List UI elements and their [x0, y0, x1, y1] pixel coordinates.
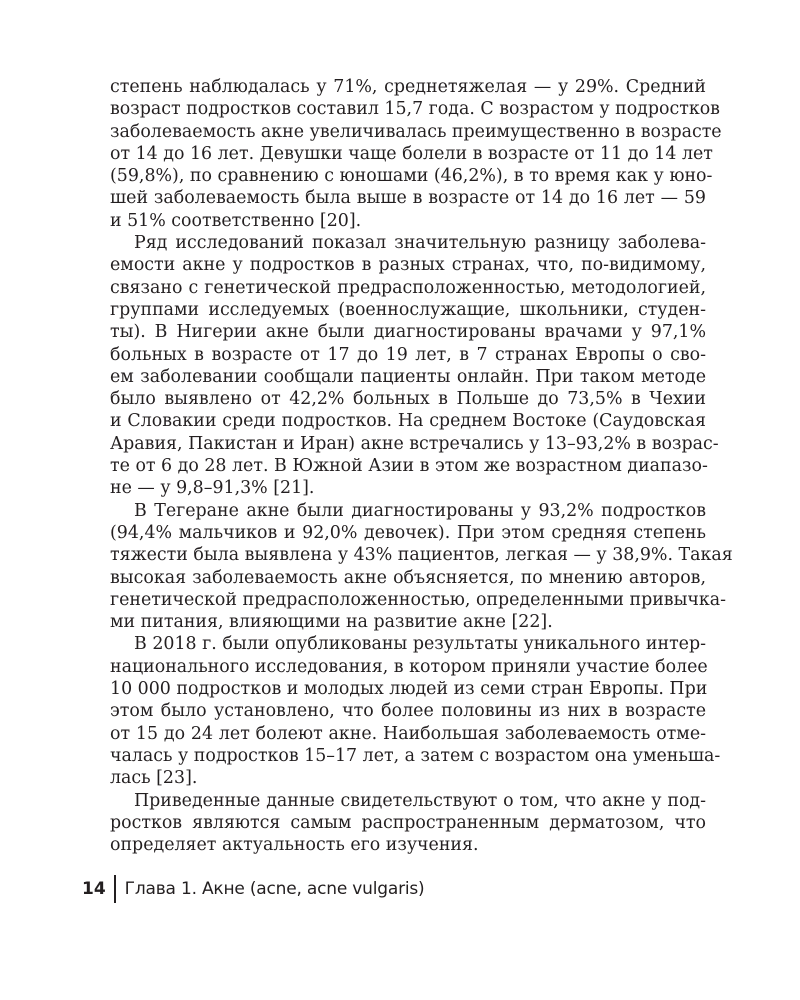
text-line: шей заболеваемость была выше в возрасте от 14 до 16 лет — 59	[110, 188, 706, 209]
text-line: те от 6 до 28 лет. В Южной Азии в этом же возрастном диапазо-	[110, 456, 708, 477]
text-line: этом было установлено, что более половины из них в возрасте	[110, 701, 706, 722]
page-number: 14	[82, 879, 106, 899]
text-line: (94,4% мальчиков и 92,0% девочек). При этом средняя степень	[110, 522, 706, 543]
text-line: емости акне у подростков в разных странах, что, по-видимому,	[110, 255, 706, 276]
text-line: возраст подростков составил 15,7 года. С возрастом у подростков	[110, 99, 720, 120]
text-line: тяжести была выявлена у 43% пациентов, легкая — у 38,9%. Такая	[110, 545, 733, 566]
text-line: чалась у подростков 15–17 лет, а затем с возрастом она уменьша-	[110, 745, 721, 766]
text-line: Ряд исследований показал значительную разницу заболева-	[134, 233, 706, 254]
text-line: ты). В Нигерии акне были диагностированы врачами у 97,1%	[110, 322, 706, 343]
text-line: группами исследуемых (военнослужащие, школьники, студен-	[110, 299, 706, 320]
text-line: степень наблюдалась у 71%, среднетяжелая — у 29%. Средний	[110, 77, 706, 97]
text-line: В Тегеране акне были диагностированы у 93,2% подростков	[134, 500, 706, 521]
paragraph	[110, 790, 706, 857]
paragraph	[110, 232, 719, 500]
paragraph	[110, 500, 733, 634]
text-line: было выявлено от 42,2% больных в Польше до 73,5% в Чехии	[110, 389, 706, 410]
body-text	[110, 76, 733, 856]
paragraph	[110, 633, 721, 789]
text-line: от 15 до 24 лет болеют акне. Наибольшая заболеваемость отме-	[110, 723, 706, 744]
text-line: ростков являются самым распространенным дерматозом, что	[110, 812, 706, 833]
text-line: высокая заболеваемость акне объясняется, по мнению авторов,	[110, 567, 706, 588]
text-line: заболеваемость акне увеличивалась преимущественно в возрасте	[110, 121, 722, 142]
text-line: и Словакии среди подростков. На среднем Востоке (Саудовская	[110, 411, 706, 432]
text-line: ем заболевании сообщали пациенты онлайн. При таком методе	[110, 366, 706, 387]
text-line: генетической предрасположенностью, определенными привычка-	[110, 589, 727, 610]
footer-divider	[114, 875, 116, 903]
text-line: определяет актуальность его изучения.	[110, 835, 479, 856]
text-line: больных в возрасте от 17 до 19 лет, в 7 странах Европы о сво-	[110, 344, 706, 365]
text-line: лась [23].	[110, 768, 198, 789]
text-line: Приведенные данные свидетельствуют о том, что акне у под-	[134, 790, 706, 811]
text-line: от 14 до 16 лет. Девушки чаще болели в возрасте от 11 до 14 лет	[110, 143, 713, 164]
page-footer	[82, 875, 424, 903]
text-line: не — у 9,8–91,3% [21].	[110, 478, 315, 499]
text-line: 10 000 подростков и молодых людей из семи стран Европы. При	[110, 679, 708, 700]
text-line: и 51% соответственно [20].	[110, 210, 362, 231]
paragraph	[110, 76, 722, 232]
text-line: (59,8%), по сравнению с юношами (46,2%), в то время как у юно-	[110, 166, 713, 187]
text-line: ми питания, влияющими на развитие акне [22].	[110, 612, 553, 633]
chapter-title: Глава 1. Акне (acne, acne vulgaris)	[124, 879, 425, 899]
text-line: связано с генетической предрасположенностью, методологией,	[110, 277, 706, 298]
text-line: Аравия, Пакистан и Иран) акне встречались у 13–93,2% в возрас-	[110, 433, 719, 454]
text-line: В 2018 г. были опубликованы результаты уникального интер-	[134, 634, 706, 655]
text-line: национального исследования, в котором приняли участие более	[110, 656, 708, 677]
